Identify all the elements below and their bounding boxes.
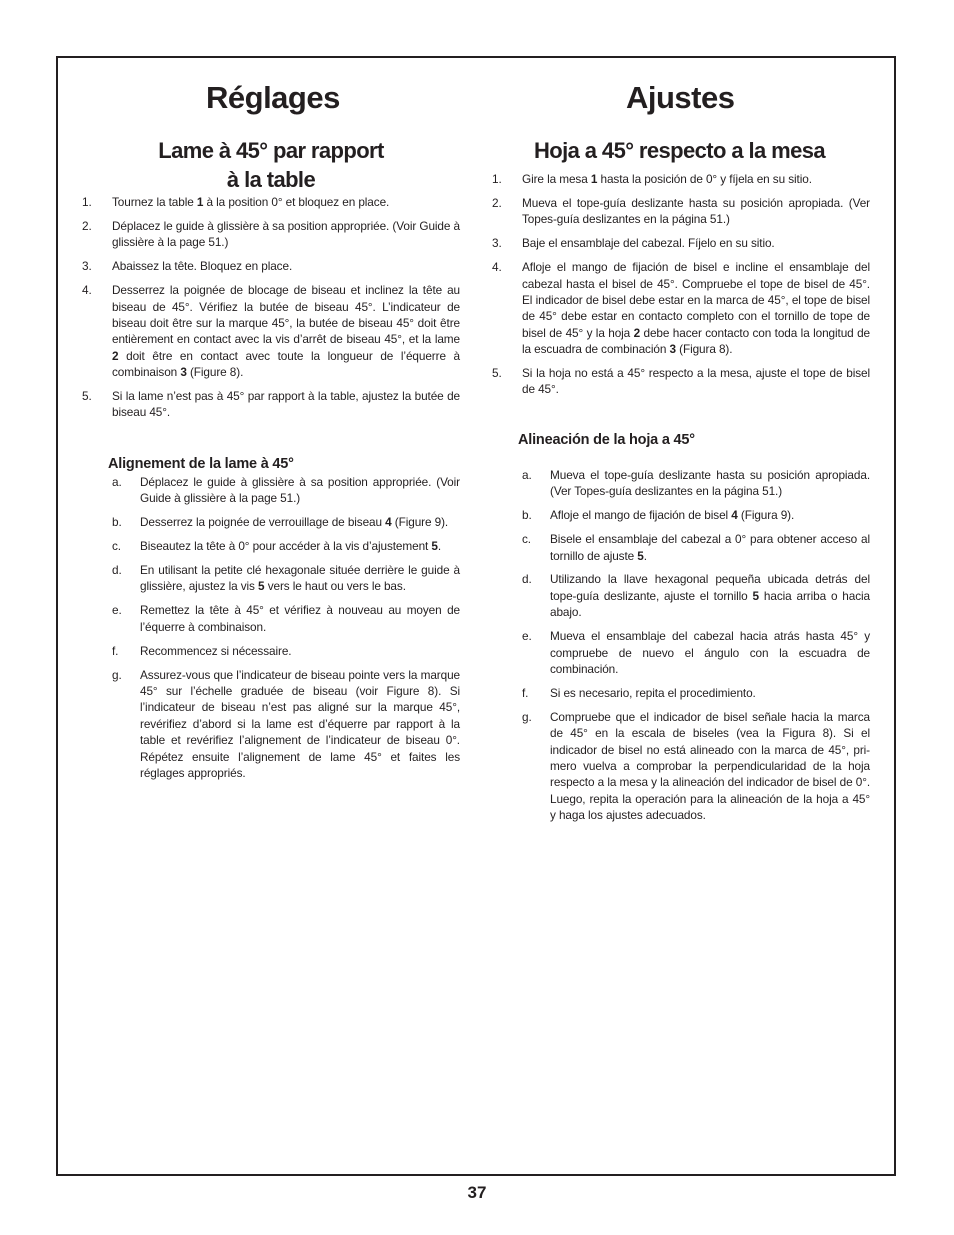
item-text: Tournez la table: [112, 195, 197, 209]
list-item: [492, 259, 870, 357]
item-marker: 4.: [82, 283, 92, 298]
part-number: 1: [590, 172, 598, 186]
item-marker: 5.: [492, 366, 502, 381]
item-marker: g.: [112, 667, 122, 682]
item-text: Abaissez la tête. Bloquez en place.: [112, 259, 293, 274]
item-marker: 3.: [82, 259, 92, 274]
item-text: .: [437, 539, 442, 554]
item-text: (Figure 9).: [391, 515, 449, 530]
french-steps: [82, 194, 460, 421]
item-text: à la position 0° et bloquez en place.: [203, 195, 390, 209]
item-text: vers le haut ou vers le bas.: [264, 579, 406, 594]
item-text: Afloje el mango de fijación de bisel e incline el ensamblaje del cabezal hasta el bisel de 45°. Compruebe el tope de bisel de 45°. El indicador de bisel debe estar en la marca de 45°, el tope de bisel de 45° debe estar en contacto completo con el tornillo de tope de bisel de 45° y la hoja: [522, 260, 870, 340]
part-number: 2: [112, 348, 119, 363]
item-text: Déplacez le guide à glissière à sa position appropriée. (Voir Guide à glissière à la page 51.): [140, 474, 460, 506]
spanish-section-heading: Alineación de la hoja a 45°: [518, 431, 695, 448]
french-section-heading: Alignement de la lame à 45°: [108, 455, 294, 472]
item-marker: 2.: [82, 218, 92, 233]
list-item: [82, 218, 460, 251]
french-title: Réglages: [206, 80, 340, 115]
item-marker: d.: [112, 563, 122, 577]
list-item: [492, 195, 870, 228]
part-number: 3: [180, 365, 187, 380]
part-number: 5: [637, 548, 644, 563]
item-text: Biseautez la tête à 0° pour accéder à la vis d’ajustement: [140, 539, 432, 554]
item-text: Si la lame n’est pas à 45° par rapport à la table, ajustez la butée de biseau 45°.: [112, 389, 460, 420]
part-number: 5: [431, 539, 438, 554]
item-text: Mueva el tope-guía deslizante hasta su posición apropiada. (Ver Topes-guía deslizantes en la página 51.): [550, 467, 870, 499]
list-item: [112, 562, 460, 595]
spanish-substeps: [492, 467, 870, 824]
french-subtitle: [82, 136, 460, 194]
item-text: Utilizando la llave hexagonal pequeña ubicada detrás del tope-guía deslizante, ajuste el tornillo: [550, 572, 870, 603]
item-text: Déplacez le guide à glissière à sa position appropriée. (Voir Guide à glissière à la page 51.): [112, 218, 460, 250]
french-subtitle-line1: Lame à 45° par rapport: [158, 138, 384, 163]
part-number: 5: [258, 579, 265, 594]
french-subtitle-line2: à la table: [226, 167, 316, 192]
part-number: 4: [731, 508, 738, 523]
item-marker: f.: [112, 643, 119, 658]
item-text: En utilisant la petite clé hexagonale située derrière le guide à glissière, ajustez la vis: [140, 563, 460, 594]
spanish-steps: [492, 171, 870, 398]
part-number: 3: [669, 342, 676, 357]
item-text: Recommencez si nécessaire.: [140, 643, 292, 658]
item-text: Si es necesario, repita el procedimiento.: [550, 685, 756, 700]
item-marker: 3.: [492, 236, 502, 251]
list-item: [522, 709, 870, 824]
item-text: Compruebe que el indicador de bisel señale hacia la marca de 45° en la escala de biseles (vea la Figura 8). Si el indicador de bisel no está alineado con la marca de 45°, pri-mero vuelva a comprobar la perpendicularidad de la hoja respecto a la mesa y la alineación del indicador de bisel de 0°. Luego, repita la operación para la alineación de la hoja a 45° y haga los ajustes adecuados.: [550, 709, 870, 823]
list-item: [112, 538, 460, 554]
item-text: Mueva el tope-guía deslizante hasta su posición apropiada. (Ver Topes-guía deslizantes en la página 51.): [522, 195, 870, 227]
spanish-subtitle: [492, 136, 870, 165]
item-marker: 1.: [82, 195, 92, 209]
list-item: [82, 282, 460, 380]
item-text: (Figura 9).: [737, 508, 795, 523]
item-marker: f.: [522, 685, 529, 700]
item-marker: e.: [112, 603, 122, 618]
list-item: [492, 235, 870, 251]
item-text: (Figura 8).: [675, 342, 733, 357]
item-text: .: [643, 548, 647, 563]
item-marker: b.: [522, 508, 532, 523]
item-text: hasta la posición de 0° y fíjela en su sitio.: [597, 172, 812, 186]
part-number: 2: [633, 325, 641, 340]
item-text: hacia arriba o hacia abajo.: [550, 588, 870, 620]
list-item: [492, 365, 870, 398]
item-text: Si la hoja no está a 45° respecto a la mesa, ajuste el tope de bisel de 45°.: [522, 366, 870, 397]
list-item: [82, 388, 460, 421]
list-item: [522, 531, 870, 564]
list-item: [112, 474, 460, 507]
item-text: Baje el ensamblaje del cabezal. Fíjelo en su sitio.: [522, 236, 775, 251]
french-column: [82, 78, 460, 789]
item-marker: 2.: [492, 195, 502, 210]
item-text: Desserrez la poignée de blocage de biseau et inclinez la tête au biseau de 45°. Vérifiez la butée de biseau 45°. L’indicateur de biseau doit être sur la marque 45°, la butée de biseau 45° doit être entièrement en contact avec la vis d’arrêt de biseau 45°, et la lame: [112, 283, 460, 347]
item-text: Bisele el ensamblaje del cabezal a 0° para obtener acceso al tornillo de ajuste: [550, 532, 870, 563]
item-marker: 4.: [492, 260, 502, 275]
spanish-column: [492, 78, 870, 831]
item-marker: c.: [112, 539, 121, 554]
item-text: doit être en contact avec toute la longueur de l’équerre à combinaison: [112, 348, 460, 380]
item-marker: e.: [522, 629, 532, 644]
list-item: [112, 643, 460, 659]
list-item: [82, 258, 460, 274]
item-marker: 1.: [492, 172, 502, 186]
part-number: 5: [752, 588, 759, 603]
list-item: [522, 685, 870, 701]
page-number: 37: [467, 1183, 487, 1202]
spanish-subtitle-line1: Hoja a 45° respecto a la mesa: [534, 138, 826, 163]
item-text: Assurez-vous que l’indicateur de biseau pointe vers la marque 45° sur l’échelle graduée de biseau (voir Figure 8). Si l’indicateur de biseau n’est pas aligné sur la marque 45°, revérifiez d’abord si la lame est d’équerre par rapport à la table et revérifiez l’alignement de l’indicateur de biseau 0°. Répétez ensuite l’alignement de lame 45° et faites les réglages appropriés.: [140, 667, 460, 780]
item-text: Gire la mesa: [522, 172, 591, 186]
list-item: [112, 667, 460, 782]
item-marker: a.: [112, 474, 122, 489]
part-number: 4: [385, 515, 392, 530]
item-text: debe hacer contacto con toda la longitud de la escuadra de combinación: [522, 325, 870, 357]
list-item: [492, 171, 870, 187]
item-marker: g.: [522, 709, 532, 724]
list-item: [522, 507, 870, 523]
list-item: [522, 628, 870, 677]
french-substeps: [82, 474, 460, 782]
spanish-title: Ajustes: [626, 80, 735, 115]
list-item: [522, 571, 870, 620]
item-text: Remettez la tête à 45° et vérifiez à nouveau au moyen de l’équerre à combinaison.: [140, 603, 460, 634]
item-text: Desserrez la poignée de verrouillage de biseau: [140, 515, 386, 530]
item-text: (Figure 8).: [186, 365, 244, 380]
item-text: Mueva el ensamblaje del cabezal hacia atrás hasta 45° y compruebe de nuevo el ángulo con la escuadra de combinación.: [550, 629, 870, 676]
list-item: [112, 602, 460, 635]
item-marker: d.: [522, 572, 532, 587]
item-marker: a.: [522, 467, 532, 482]
item-text: Afloje el mango de fijación de bisel: [550, 508, 732, 523]
item-marker: c.: [522, 532, 531, 547]
list-item: [112, 514, 460, 530]
part-number: 1: [196, 195, 204, 209]
item-marker: 5.: [82, 389, 92, 404]
list-item: [82, 194, 460, 210]
item-marker: b.: [112, 515, 122, 530]
list-item: [522, 467, 870, 500]
